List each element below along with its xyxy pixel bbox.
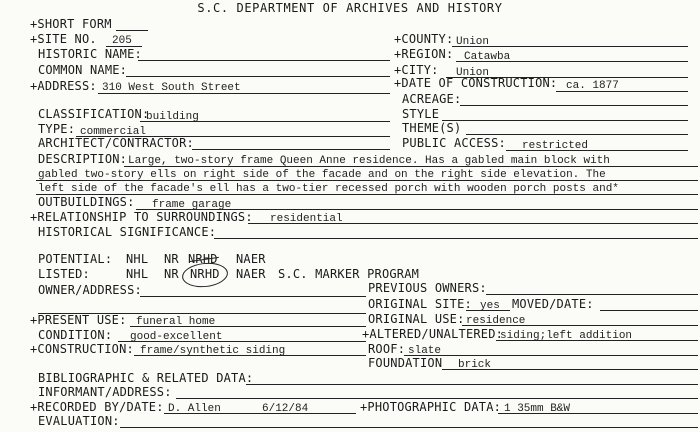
city-label: +CITY:	[394, 63, 439, 77]
condition-line	[118, 341, 366, 342]
bibliographic-line	[246, 384, 698, 385]
acreage-label: ACREAGE:	[402, 92, 462, 106]
region-line	[456, 61, 688, 62]
evaluation-line	[120, 427, 698, 428]
short-form-line	[116, 30, 148, 31]
listed-nhl: NHL	[126, 267, 149, 281]
architect-label: ARCHITECT/CONTRACTOR:	[38, 136, 194, 150]
public-access-label: PUBLIC ACCESS:	[402, 136, 506, 150]
classification-label: CLASSIFICATION:	[38, 107, 150, 121]
historical-significance-label: HISTORICAL SIGNIFICANCE:	[38, 225, 217, 239]
listed-nrhd: NRHD	[190, 267, 220, 281]
listed-nr: NR	[164, 267, 179, 281]
evaluation-label: EVALUATION:	[38, 414, 120, 428]
address-label: +ADDRESS:	[30, 79, 97, 93]
architect-line	[192, 149, 390, 150]
present-use-value: funeral home	[136, 316, 216, 328]
original-site-value: yes	[480, 300, 500, 312]
site-no-label: +SITE NO.	[30, 32, 97, 46]
recorded-by-value: D. Allen	[168, 403, 221, 415]
description-line-3: left side of the facade's ell has a two-tier recessed porch with wooden porch posts and*	[38, 183, 619, 195]
type-value: commercial	[80, 126, 147, 138]
present-use-line	[130, 326, 366, 327]
county-line	[452, 46, 688, 47]
bibliographic-label: BIBLIOGRAPHIC & RELATED DATA:	[38, 371, 254, 385]
common-name-line	[126, 76, 390, 77]
altered-label: +ALTERED/UNALTERED:	[362, 327, 504, 341]
potential-nr: NR	[164, 252, 179, 266]
themes-line	[466, 134, 688, 135]
owner-address-label: OWNER/ADDRESS:	[38, 283, 142, 297]
relationship-label: +RELATIONSHIP TO SURROUNDINGS:	[30, 210, 253, 224]
original-use-line	[462, 325, 698, 326]
roof-line	[404, 355, 698, 356]
description-line-2: gabled two-story ells on right side of the facade and on the right side elevation. The	[38, 169, 606, 181]
construction-label: +CONSTRUCTION:	[30, 342, 134, 356]
moved-date-line	[600, 310, 698, 311]
original-site-label: ORIGINAL SITE:	[368, 297, 472, 311]
informant-label: INFORMANT/ADDRESS:	[38, 385, 172, 399]
recorded-by-label: +RECORDED BY/DATE:	[30, 400, 164, 414]
county-label: +COUNTY:	[394, 32, 454, 46]
type-label: TYPE:	[38, 122, 76, 136]
description-rule-1	[124, 166, 698, 167]
recorded-by-line	[164, 413, 356, 414]
common-name-label: COMMON NAME:	[38, 63, 128, 77]
photographic-label: +PHOTOGRAPHIC DATA:	[360, 400, 502, 414]
previous-owners-line	[486, 294, 698, 295]
potential-nrhd: NRHD	[188, 252, 218, 266]
style-label: STYLE	[402, 107, 440, 121]
date-of-construction-label: +DATE OF CONSTRUCTION:	[394, 76, 558, 90]
date-of-construction-value: ca. 1877	[566, 80, 619, 92]
classification-line	[140, 121, 390, 122]
classification-value: building	[146, 111, 199, 123]
public-access-line	[506, 150, 688, 151]
condition-label: CONDITION:	[38, 328, 113, 342]
photographic-line	[498, 413, 698, 414]
county-value: Union	[456, 36, 490, 48]
site-no-value: 205	[112, 35, 132, 47]
description-rule-2	[36, 180, 698, 181]
roof-label: ROOF:	[368, 342, 406, 356]
description-label: DESCRIPTION:	[38, 152, 128, 166]
region-value: Catawba	[464, 51, 511, 63]
potential-label: POTENTIAL:	[38, 252, 113, 266]
potential-naer: NAER	[236, 252, 266, 266]
previous-owners-label: PREVIOUS OWNERS:	[368, 281, 487, 295]
condition-value: good-excellent	[130, 331, 223, 343]
foundation-line	[442, 369, 698, 370]
relationship-line	[248, 223, 698, 224]
listed-label: LISTED:	[38, 267, 90, 281]
altered-line	[496, 340, 698, 341]
original-site-line	[466, 310, 510, 311]
description-rule-3	[36, 194, 698, 195]
roof-value: slate	[408, 345, 442, 357]
construction-value: frame/synthetic siding	[140, 345, 286, 357]
present-use-label: +PRESENT USE:	[30, 313, 127, 327]
altered-value: siding;left addition	[500, 330, 633, 342]
foundation-value: brick	[458, 359, 492, 371]
original-use-label: ORIGINAL USE:	[368, 312, 465, 326]
potential-nhl: NHL	[126, 252, 149, 266]
original-use-value: residence	[466, 315, 526, 327]
date-of-construction-line	[556, 91, 688, 92]
moved-date-label: MOVED/DATE:	[512, 297, 594, 311]
page-title: S.C. DEPARTMENT OF ARCHIVES AND HISTORY	[197, 1, 503, 15]
historic-name-line	[138, 60, 390, 61]
public-access-value: restricted	[522, 140, 589, 152]
informant-line	[176, 398, 698, 399]
relationship-value: residential	[270, 213, 343, 225]
photographic-value: 1 35mm B&W	[504, 403, 571, 415]
marker-program-label: S.C. MARKER PROGRAM	[278, 267, 420, 281]
foundation-label: FOUNDATION	[368, 356, 443, 370]
listed-naer: NAER	[236, 267, 266, 281]
city-value: Union	[456, 67, 490, 79]
themes-label: THEME(S)	[402, 121, 462, 135]
owner-address-line	[140, 296, 366, 297]
style-line	[442, 120, 688, 121]
region-label: +REGION:	[394, 47, 454, 61]
outbuildings-value: frame garage	[152, 199, 232, 211]
description-line-1: Large, two-story frame Queen Anne residence. Has a gabled main block with	[128, 155, 610, 167]
construction-line	[134, 355, 366, 356]
short-form-label: +SHORT FORM	[30, 17, 112, 31]
recorded-date-value: 6/12/84	[262, 403, 309, 415]
historic-name-label: HISTORIC NAME:	[38, 47, 142, 61]
historical-significance-line	[214, 238, 698, 239]
outbuildings-label: OUTBUILDINGS:	[38, 195, 135, 209]
acreage-line	[460, 105, 688, 106]
address-value: 310 West South Street	[102, 82, 241, 94]
address-line	[98, 93, 390, 94]
